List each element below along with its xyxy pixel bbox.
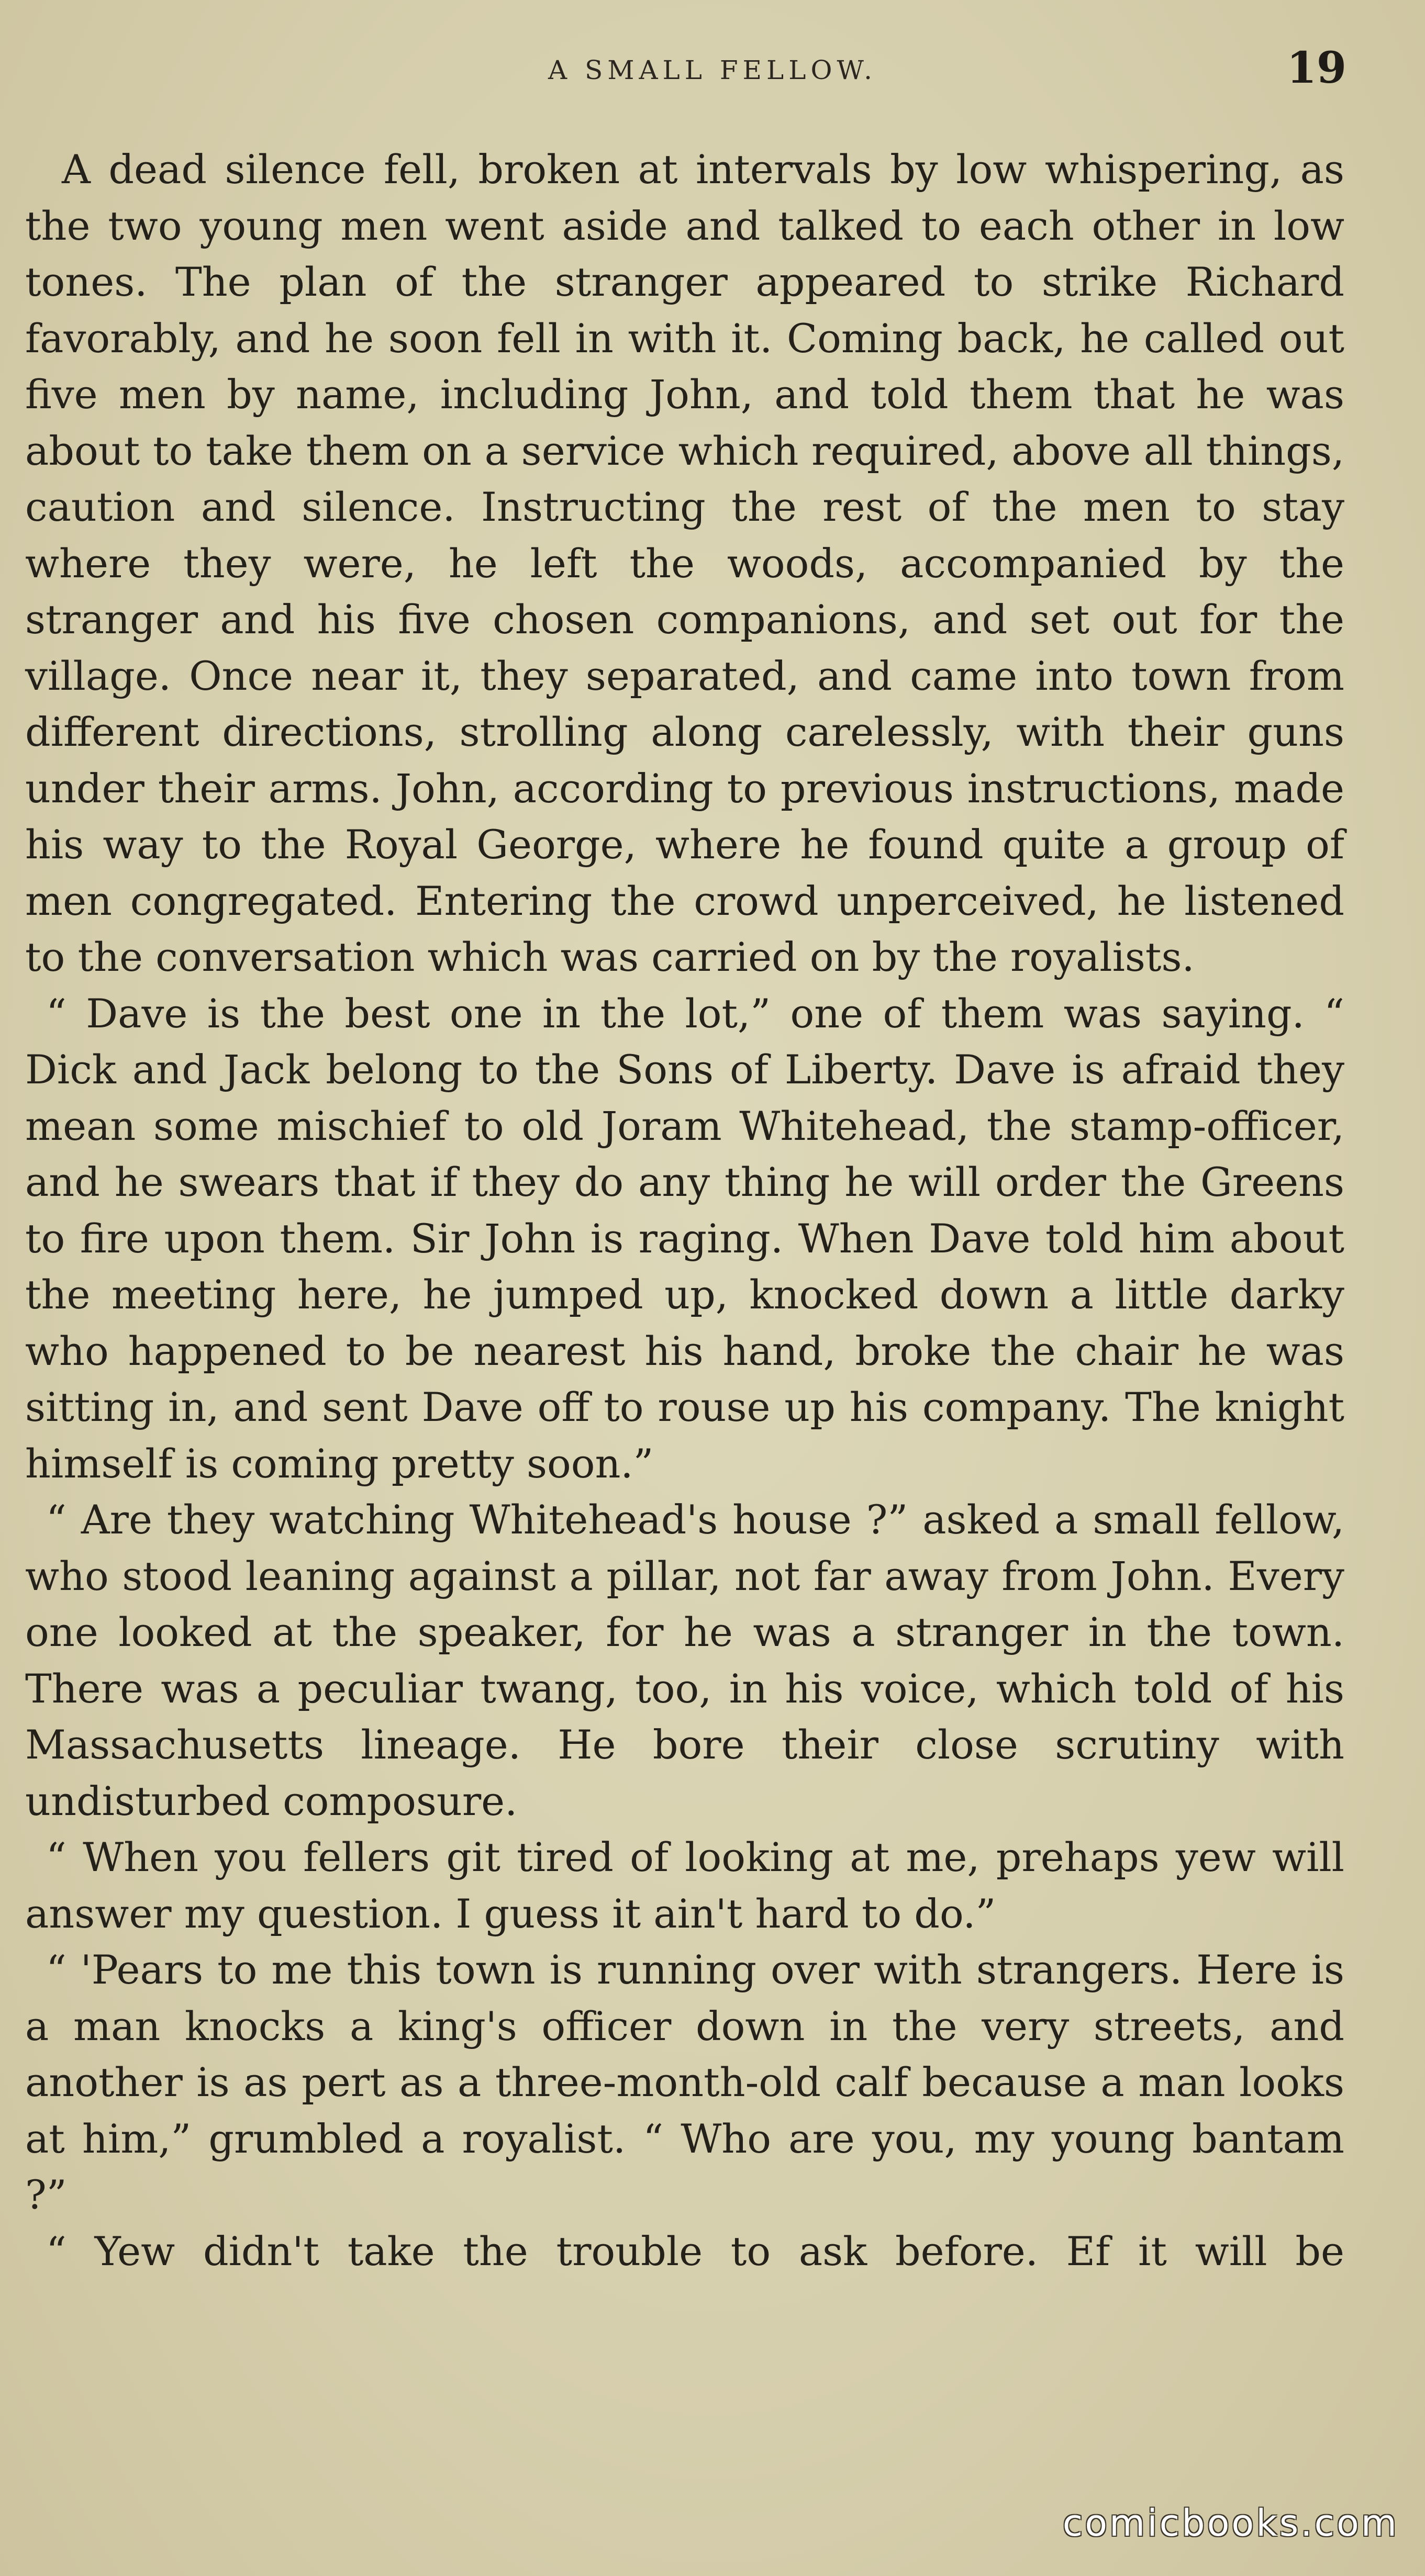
paragraph-3: “ Are they watching Whitehead's house ?” asked a small fellow, who stood leaning against a pillar, not far away from John. Every one looked at the speaker, for he was a stranger in the town. There was a peculiar twang, too, in his voice, which told of his Massachusetts lineage. He bore their close scrutiny with undisturbed composure.	[25, 1496, 1344, 1824]
paragraph-6: “ Yew didn't take the trouble to ask before. Ef it will be	[46, 2227, 1344, 2275]
paragraph-1: A dead silence fell, broken at intervals by low whispering, as the two young men went aside and talked to each other in low tones. The plan of the stranger appeared to strike Richard favorably, and he soon fell in with it. Coming back, he called out five men by name, including John, and told them that he was about to take them on a service which required, above all things, caution and silence. Instructing the rest of the men to stay where they were, he left the woods, accompanied by the stranger and his five chosen companions, and set out for the village. Once near it, they separated, and came into town from different directions, strolling along carelessly, with their guns under their arms. John, according to previous instructions, made his way to the Royal George, where he found quite a group of men congregated. Entering the crowd unperceived, he listened to the conversation which was carried on by the royalists.	[25, 146, 1344, 980]
watermark: comicbooks.com	[1062, 2502, 1399, 2545]
paragraph-5: “ 'Pears to me this town is running over with strangers. Here is a man knocks a king's officer down in the very streets, and another is as pert as a three-month-old calf because a man looks at him,” grumbled a royalist. “ Who are you, my young bantam ?”	[25, 1946, 1344, 2218]
running-head: A SMALL FELLOW.	[548, 55, 877, 85]
paragraph-2: “ Dave is the best one in the lot,” one of them was saying. “ Dick and Jack belong to the Sons of Liberty. Dave is afraid they mean some mischief to old Joram Whitehead, the stamp-officer, and he swears that if they do any thing he will order the Greens to fire upon them. Sir John is raging. When Dave told him about the meeting here, he jumped up, knocked down a little darky who happened to be nearest his hand, broke the chair he was sitting in, and sent Dave off to rouse up his company. The knight himself is coming pretty soon.”	[25, 990, 1344, 1487]
body-text	[25, 141, 1344, 2279]
page-number: 19	[1286, 43, 1346, 93]
paragraph-4: “ When you fellers git tired of looking at me, prehaps yew will answer my question. I guess it ain't hard to do.”	[25, 1834, 1344, 1937]
